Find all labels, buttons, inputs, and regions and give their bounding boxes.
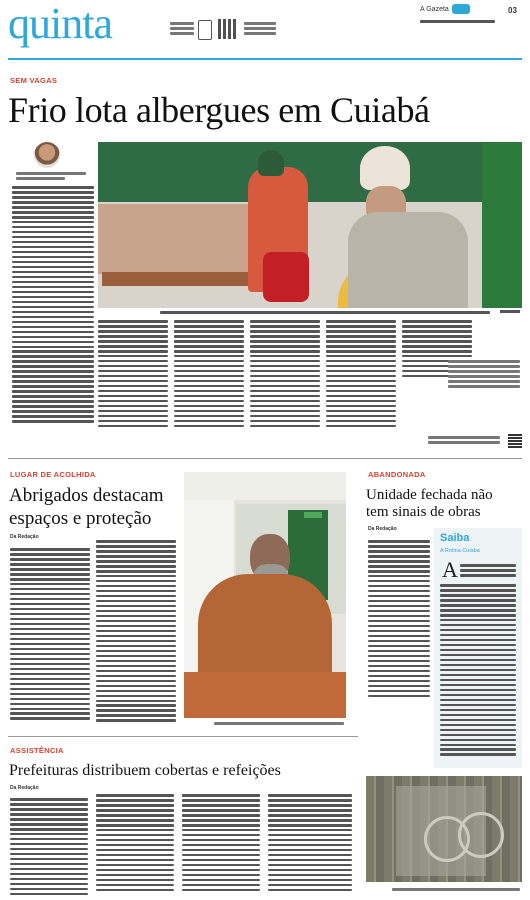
story-three-kicker: ABANDONADA: [368, 470, 426, 479]
story-two-byline: Da Redação: [10, 534, 39, 540]
lead-qr-text: [428, 436, 500, 446]
lead-photo-credit: [500, 310, 520, 313]
section-title: quinta: [8, 0, 112, 48]
header-rule: [8, 58, 522, 60]
lead-body-column-5: [326, 320, 396, 430]
brand-badge-icon: [452, 4, 470, 14]
header-promo-text: [170, 22, 194, 37]
lead-photo: [98, 142, 522, 308]
story-three-byline: Da Redação: [368, 526, 397, 532]
info-box-dropcap: A: [442, 557, 458, 582]
story-four-column-2: [96, 794, 174, 894]
author-name: [16, 172, 86, 182]
lead-body-column-3: [174, 320, 244, 430]
lead-qr-code-icon: [508, 434, 522, 448]
story-three-column-1: [368, 540, 430, 700]
story-three-photo: [366, 776, 522, 882]
story-four-byline: Da Redação: [10, 785, 39, 791]
page-header: [0, 0, 530, 56]
info-box-subtitle: A Rotina Cuiaba: [440, 548, 480, 554]
story-two-photo-caption: [214, 722, 344, 727]
story-two-headline-line2: espaços e proteção: [9, 508, 152, 529]
lead-body-column-4: [250, 320, 320, 430]
story-four-column-1: [10, 798, 88, 898]
info-box-title: Saiba: [440, 532, 470, 544]
story-two-column-1: [10, 548, 90, 722]
phone-icon: [198, 20, 212, 40]
lead-headline: Frio lota albergues em Cuiabá: [8, 90, 430, 130]
story-four-kicker: ASSISTÊNCIA: [10, 746, 64, 755]
story-two-headline-line1: Abrigados destacam: [9, 485, 164, 506]
lead-photo-caption: [160, 311, 490, 316]
story-four-column-4: [268, 794, 352, 894]
brand-logo: A Gazeta: [420, 6, 449, 13]
story-four-column-3: [182, 794, 260, 894]
story-four-headline: Prefeituras distribuem cobertas e refeições: [9, 762, 281, 779]
lead-body-column-1: [12, 186, 94, 425]
author-avatar: [34, 142, 60, 168]
story-two-photo: [184, 472, 346, 718]
page-number: 03: [508, 6, 517, 15]
lead-sidebar-note: [448, 360, 520, 390]
story-two-kicker: LUGAR DE ACOLHIDA: [10, 470, 96, 479]
story-three-photo-caption: [392, 888, 520, 893]
header-promo-text-2: [244, 22, 276, 37]
issue-date: [420, 20, 495, 25]
story-four-top-rule: [8, 736, 358, 737]
lead-kicker: SEM VAGAS: [10, 76, 58, 85]
story-three-headline-line2: tem sinais de obras: [366, 504, 481, 520]
story-three-headline-line1: Unidade fechada não: [366, 487, 493, 503]
lead-body-column-2: [98, 320, 168, 430]
qr-code-icon: [218, 19, 238, 39]
story-two-column-2: [96, 540, 176, 724]
lead-bottom-rule: [8, 458, 522, 459]
story-three-info-box: [434, 528, 522, 768]
